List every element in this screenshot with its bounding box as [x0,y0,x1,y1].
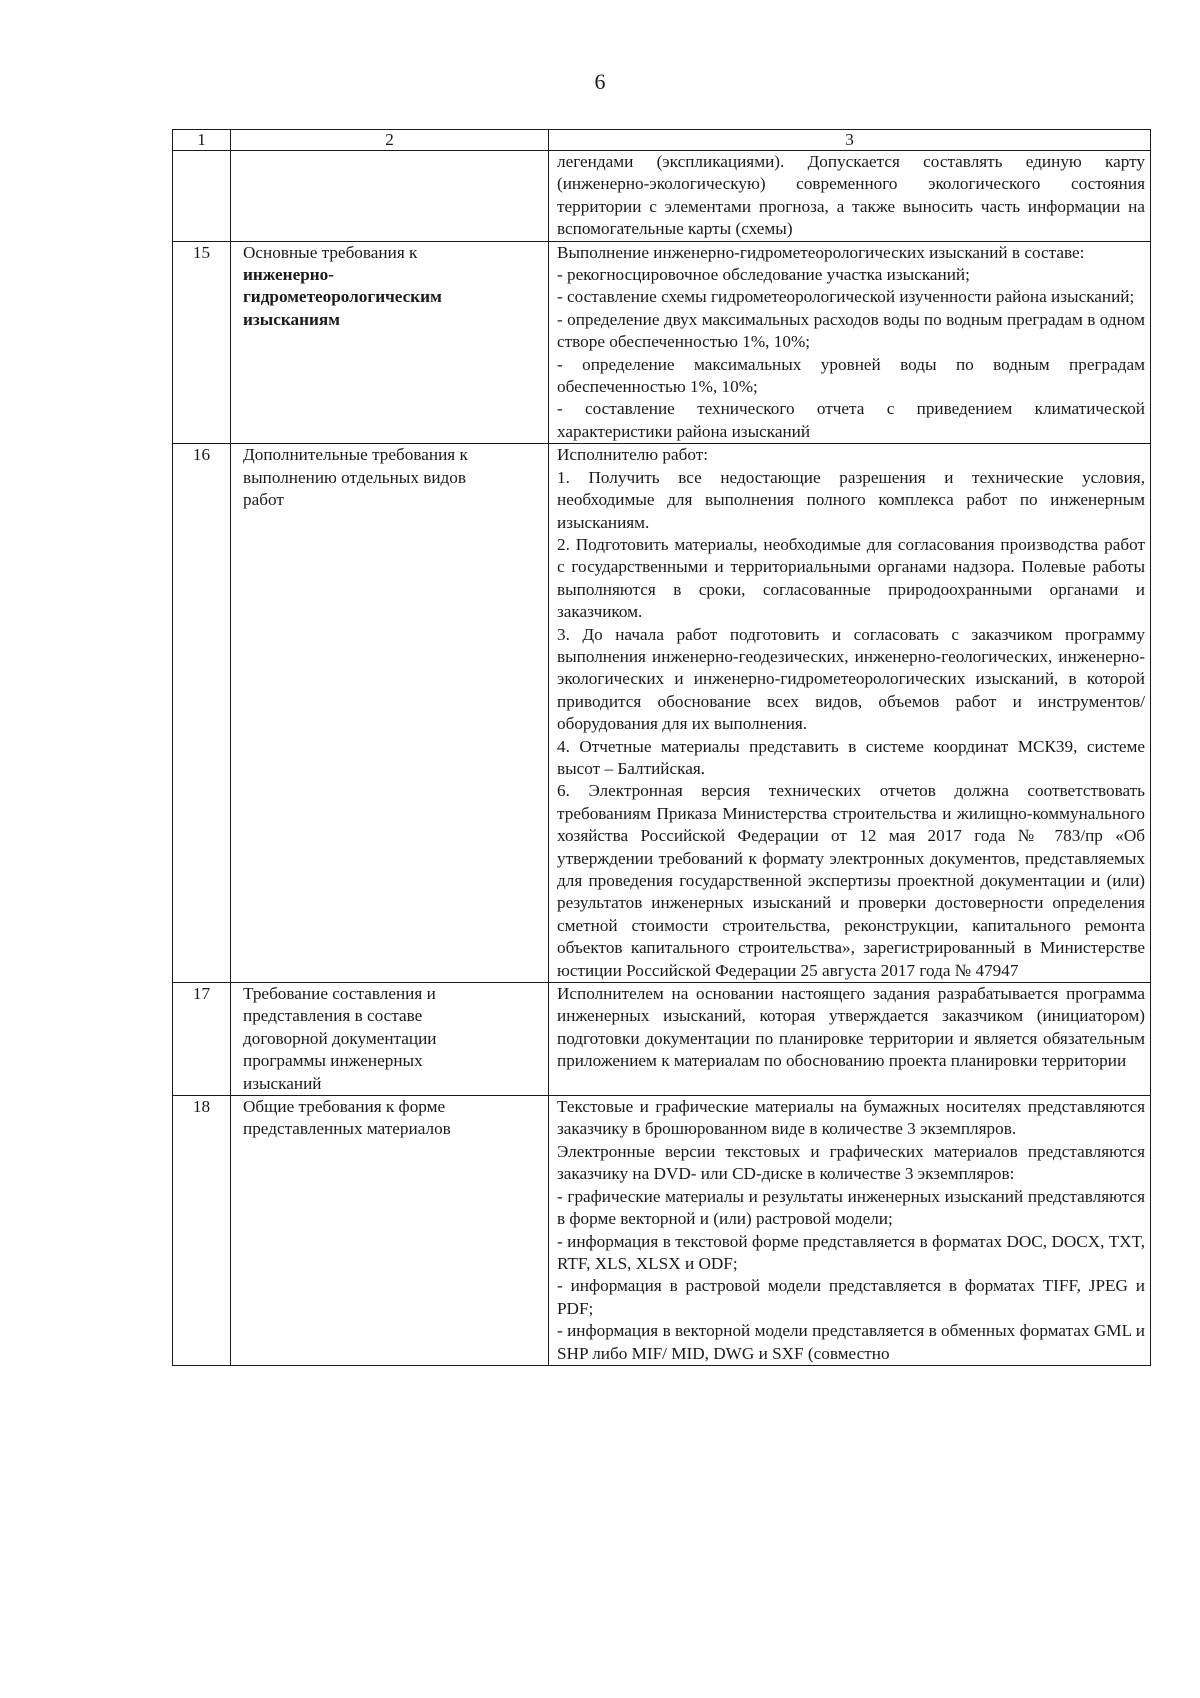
requirement-description [549,151,1151,242]
table-row [173,983,1151,1096]
description-paragraph: Текстовые и графические материалы на бумажных носителях представляются заказчику в брошюрованном виде в количестве 3 экземпляров. [557,1097,1145,1139]
requirement-name-line: Требование составления и [243,984,436,1004]
requirement-name-line: выполнению отдельных видов [243,467,467,487]
description-paragraph: Электронные версии текстовых и графических материалов представляются заказчику на DVD- или CD-диске в количестве 3 экземпляров: [557,1141,1145,1184]
page-number: 6 [594,69,606,94]
row-number: 15 [173,241,231,444]
table-row [173,151,1151,242]
requirement-name-line: представленных материалов [243,1119,451,1139]
table-header-row [173,130,1151,151]
requirements-table [172,129,1151,1366]
description-paragraph: - рекогносцировочное обследование участка изысканий; [557,265,970,285]
requirement-name [231,983,549,1096]
requirement-name-line: Дополнительные требования к [243,445,468,465]
requirement-name [231,444,549,983]
description-paragraph: легендами (экспликациями). Допускается составлять единую карту (инженерно-экологическую) современного экологического состояния территории с элементами прогноза, а также выносить часть информации на вспомогательные карты (схемы) [557,152,1145,239]
description-paragraph: - составление технического отчета с приведением климатической характеристики района изысканий [557,399,1145,441]
requirement-description [549,1096,1151,1366]
header-col-3: 3 [549,130,1151,151]
description-paragraph: - определение максимальных уровней воды по водным преградам обеспеченностью 1%, 10%; [557,354,1145,397]
requirement-description [549,983,1151,1096]
description-paragraph: - определение двух максимальных расходов воды по водным преградам в одном створе обеспеченностью 1%, 10%; [557,309,1145,352]
row-number: 17 [173,983,231,1096]
description-paragraph: - графические материалы и результаты инженерных изысканий представляются в форме векторной и (или) растровой модели; [557,1186,1145,1229]
table-row [173,1096,1151,1366]
header-col-1: 1 [173,130,231,151]
description-paragraph: - информация в текстовой форме представляется в форматах DOC, DOCX, TXT, RTF, XLS, XLSX и ODF; [557,1231,1145,1273]
description-paragraph: Выполнение инженерно-гидрометеорологических изысканий в составе: [557,242,1085,262]
row-number: 18 [173,1096,231,1366]
description-paragraph: 6. Электронная версия технических отчетов должна соответствовать требованиям Приказа Министерства строительства и жилищно-коммунального хозяйства Российской Федерации от 12 мая 2017 года № 783/пр «Об утверждении требований к формату электронных документов, представляемых для проведения государственной экспертизы проектной документации и (или) результатов инженерных изысканий и проверки достоверности определения сметной стоимости строительства, реконструкции, капитального ремонта объектов капитального строительства», зарегистрированный в Министерстве юстиции Российской Федерации 25 августа 2017 года № 47947 [557,781,1145,980]
description-paragraph: 2. Подготовить материалы, необходимые для согласования производства работ с государственными и территориальными органами надзора. Полевые работы выполняются в сроки, согласованные природоохранными органами и заказчиком. [557,534,1145,622]
row-number: 16 [173,444,231,983]
requirement-name-line: представления в составе [243,1006,423,1026]
description-paragraph: 4. Отчетные материалы представить в системе координат МСК39, системе высот – Балтийская. [557,736,1145,778]
requirement-name-line: изысканий [243,1073,322,1093]
header-col-2: 2 [231,130,549,151]
table-row [173,444,1151,983]
description-paragraph: 3. До начала работ подготовить и согласовать с заказчиком программу выполнения инженерно-геодезических, инженерно-геологических, инженерно-экологических и инженерно-гидрометеорологических изысканий, в которой приводится обоснование всех видов, объемов работ и инструментов/оборудования для их выполнения. [557,624,1145,734]
description-paragraph: Исполнителю работ: [557,445,709,465]
requirement-name-line: работ [243,490,284,510]
requirement-name-line: инженерно- [243,265,334,285]
requirement-name-line: договорной документации [243,1028,437,1048]
requirement-name-line: Общие требования к форме [243,1097,446,1117]
requirement-name-line: программы инженерных [243,1051,423,1071]
requirement-name-line: изысканиям [243,309,340,329]
requirement-name [231,1096,549,1366]
description-paragraph: 1. Получить все недостающие разрешения и технические условия, необходимые для выполнения полного комплекса работ по инженерным изысканиям. [557,467,1145,532]
description-paragraph: Исполнителем на основании настоящего задания разрабатывается программа инженерных изысканий, которая утверждается заказчиком (инициатором) подготовки документации по планировке территории и является обязательным приложением к материалам по обоснованию проекта планировки территории [557,984,1145,1071]
requirement-name-line: гидрометеорологическим [243,287,442,307]
requirement-description [549,444,1151,983]
requirement-name [231,151,549,242]
requirement-name [231,241,549,444]
row-number [173,151,231,242]
description-paragraph: - информация в векторной модели представляется в обменных форматах GML и SHP либо MIF/ MID, DWG и SXF (совместно [557,1321,1145,1363]
requirement-name-line: Основные требования к [243,242,418,262]
table-row [173,241,1151,444]
description-paragraph: - составление схемы гидрометеорологической изученности района изысканий; [557,287,1135,307]
requirement-description [549,241,1151,444]
description-paragraph: - информация в растровой модели представляется в форматах TIFF, JPEG и PDF; [557,1276,1145,1318]
